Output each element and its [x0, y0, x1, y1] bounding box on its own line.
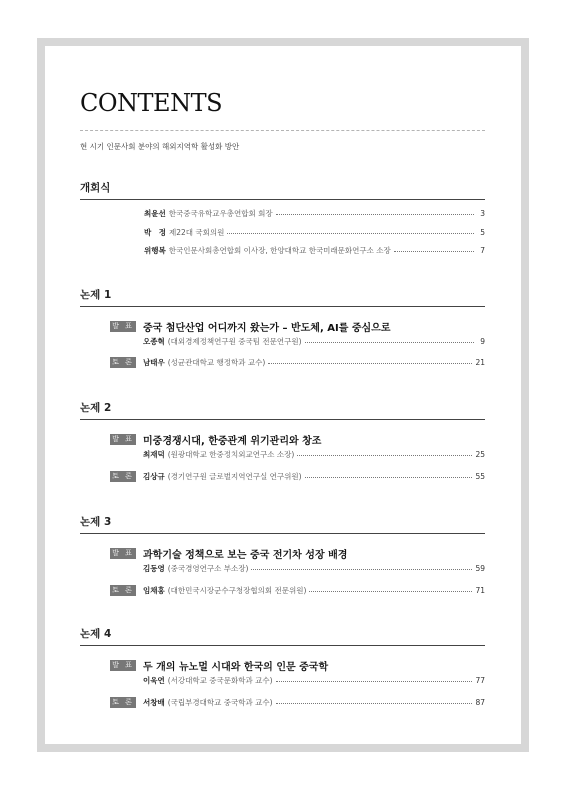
- section-title: 논제 2: [80, 402, 112, 414]
- speaker-affiliation: (경기연구원 글로벌지역연구실 연구위원): [167, 471, 302, 481]
- page-number: 77: [475, 676, 485, 685]
- section-title: 논제 3: [80, 516, 112, 528]
- section-topic-2: [80, 402, 485, 481]
- speaker-name: 김동영: [143, 564, 165, 573]
- toc-entry[interactable]: [144, 210, 485, 218]
- presentation-entry[interactable]: [110, 658, 485, 673]
- presentation-entry[interactable]: [110, 319, 485, 334]
- section-topic-3: [80, 516, 485, 595]
- dot-leader: [276, 681, 473, 682]
- toc-entry[interactable]: [110, 697, 485, 708]
- discussion-badge: 토 론: [110, 697, 136, 708]
- speaker-name: 위행복: [144, 246, 166, 255]
- page-number: 21: [475, 357, 485, 367]
- talk-title: 두 개의 뉴노멀 시대와 한국의 인문 중국학: [143, 662, 329, 673]
- speaker-affiliation: (서강대학교 중국문화학과 교수): [167, 676, 273, 685]
- toc-entry[interactable]: [110, 357, 485, 368]
- speaker-affiliation: 한국인문사회총연합회 이사장, 한양대학교 한국미래문화연구소 소장: [168, 246, 391, 255]
- dot-leader: [309, 591, 472, 592]
- section-rule: [80, 645, 485, 646]
- section-title: 논제 1: [80, 289, 112, 301]
- speaker-affiliation: 제22대 국회의원: [169, 228, 225, 237]
- section-topic-4: [80, 628, 485, 707]
- dot-leader: [305, 342, 474, 343]
- dot-leader: [305, 477, 473, 478]
- speaker-name: 오종혁: [143, 337, 165, 346]
- section-rule: [80, 199, 485, 200]
- toc-entry[interactable]: [143, 677, 485, 685]
- document-subtitle: 현 시기 인문사회 분야의 해외지역학 활성화 방안: [80, 142, 240, 151]
- dot-leader: [394, 251, 474, 252]
- speaker-affiliation: (중국경영연구소 부소장): [167, 564, 249, 573]
- discussion-badge: 토 론: [110, 585, 136, 596]
- section-title: 개회식: [80, 182, 111, 194]
- page-number: 9: [480, 337, 485, 346]
- speaker-affiliation: (대외경제정책연구원 중국팀 전문연구원): [167, 337, 302, 346]
- toc-entry[interactable]: [110, 585, 485, 596]
- title-divider: [80, 130, 485, 131]
- dot-leader: [251, 569, 472, 570]
- speaker-affiliation: (대한민국시장군수구청장협의회 전문위원): [167, 585, 307, 595]
- speaker-name: 최재덕: [143, 450, 165, 459]
- dot-leader: [297, 455, 472, 456]
- page-number: 7: [480, 246, 485, 255]
- toc-entry[interactable]: [144, 247, 485, 255]
- page-number: 25: [475, 450, 485, 459]
- speaker-affiliation: (성균관대학교 행정학과 교수): [167, 357, 266, 367]
- toc-entry[interactable]: [143, 565, 485, 573]
- dot-leader: [276, 703, 473, 704]
- section-rule: [80, 306, 485, 307]
- section-rule: [80, 419, 485, 420]
- talk-title: 과학기술 정책으로 보는 중국 전기차 성장 배경: [143, 550, 348, 561]
- page-number: 87: [475, 697, 485, 707]
- speaker-affiliation: (국립부경대학교 중국학과 교수): [167, 697, 273, 707]
- speaker-name: 이욱연: [143, 676, 165, 685]
- contents-title: CONTENTS: [80, 89, 223, 117]
- section-rule: [80, 533, 485, 534]
- toc-entry[interactable]: [143, 451, 485, 459]
- speaker-name: 김상규: [143, 471, 165, 481]
- section-topic-1: [80, 289, 485, 367]
- presentation-badge: 발 표: [110, 660, 136, 671]
- presentation-entry[interactable]: [110, 432, 485, 447]
- speaker-name: 남태우: [143, 357, 165, 367]
- page-number: 5: [480, 228, 485, 237]
- speaker-name: 임채홍: [143, 585, 165, 595]
- presentation-entry[interactable]: [110, 546, 485, 561]
- dot-leader: [227, 233, 474, 234]
- section-opening: [80, 182, 485, 255]
- talk-title: 미중경쟁시대, 한중관계 위기관리와 창조: [143, 436, 322, 447]
- toc-entry[interactable]: [110, 471, 485, 482]
- speaker-name: 최윤선: [144, 209, 166, 218]
- page-number: 55: [475, 471, 485, 481]
- presentation-badge: 발 표: [110, 321, 136, 332]
- speaker-name: 박 정: [144, 228, 166, 237]
- page-number: 71: [475, 585, 485, 595]
- dot-leader: [276, 214, 474, 215]
- presentation-badge: 발 표: [110, 548, 136, 559]
- toc-entry[interactable]: [144, 229, 485, 237]
- speaker-affiliation: (원광대학교 한중정치외교연구소 소장): [167, 450, 295, 459]
- discussion-badge: 토 론: [110, 357, 136, 368]
- page-number: 59: [475, 564, 485, 573]
- discussion-badge: 토 론: [110, 471, 136, 482]
- toc-entry[interactable]: [143, 338, 485, 346]
- page-number: 3: [480, 209, 485, 218]
- speaker-name: 서창배: [143, 697, 165, 707]
- presentation-badge: 발 표: [110, 434, 136, 445]
- dot-leader: [268, 363, 472, 364]
- talk-title: 중국 첨단산업 어디까지 왔는가 – 반도체, AI를 중심으로: [143, 323, 391, 334]
- section-title: 논제 4: [80, 628, 112, 640]
- speaker-affiliation: 한국중국유학교우총연합회 회장: [168, 209, 273, 218]
